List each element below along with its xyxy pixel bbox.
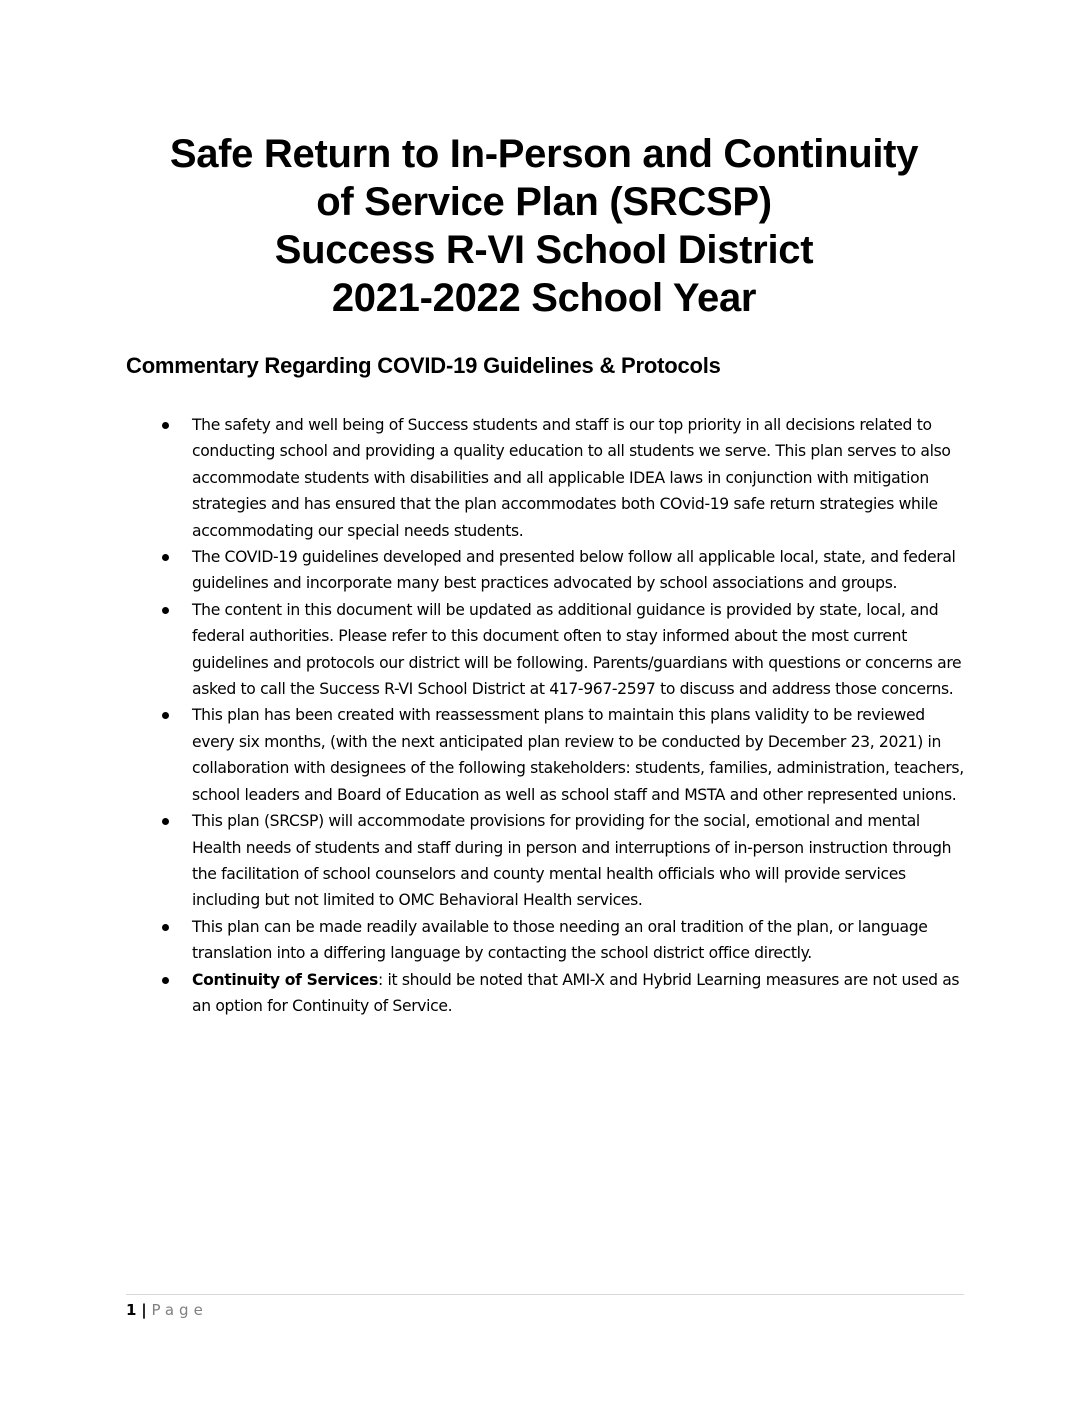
bullet-dot-icon	[162, 924, 169, 931]
bullet-dot-icon	[162, 977, 169, 984]
bullet-text: : it should be noted that AMI-X and Hybrid Learning measures are not used as an option for Continuity of Service.	[192, 970, 960, 1015]
bullet-text: This plan (SRCSP) will accommodate provisions for providing for the social, emotional and mental Health needs of students and staff during in person and interruptions of in-person instruction through the facilitation of school counselors and county mental health officials who will provide services including but not limited to OMC Behavioral Health services.	[192, 812, 952, 910]
title-line-3: Success R-VI School District	[274, 228, 814, 272]
bullet-item-mental-health	[192, 808, 964, 914]
guideline-bullet-list	[192, 412, 964, 1019]
bullet-text: The COVID-19 guidelines developed and presented below follow all applicable local, state, and federal guidelines and incorporate many best practices advocated by school associations and groups.	[192, 548, 956, 593]
bullet-text: This plan can be made readily available to those needing an oral tradition of the plan, or language translation into a differing language by contacting the school district office directly.	[192, 917, 928, 963]
bullet-item-updates	[192, 597, 964, 703]
page-footer	[126, 1299, 208, 1321]
bullet-item-continuity	[192, 967, 964, 1020]
bullet-item-guidelines	[192, 544, 964, 597]
bullet-item-availability	[192, 914, 964, 967]
bullet-dot-icon	[162, 712, 169, 719]
bullet-dot-icon	[162, 422, 169, 429]
bullet-lead: Continuity of Services	[192, 970, 378, 989]
bullet-dot-icon	[162, 607, 169, 614]
document-title	[0, 130, 1088, 322]
bullet-dot-icon	[162, 818, 169, 825]
footer-separator: |	[141, 1301, 147, 1319]
bullet-dot-icon	[162, 554, 169, 561]
bullet-item-safety	[192, 412, 964, 544]
footer-divider	[126, 1294, 964, 1295]
bullet-item-reassessment	[192, 702, 964, 808]
bullet-text: The content in this document will be updated as additional guidance is provided by state, local, and federal authorities. Please refer to this document often to stay informed about the most current guidelines and protocols our district will be following. Parents/guardians with questions or concerns are asked to call the Success R-VI School District at 417-967-2597 to discuss and address those concerns.	[192, 600, 962, 699]
title-line-2: of Service Plan (SRCSP)	[316, 180, 772, 224]
title-line-1: Safe Return to In-Person and Continuity	[169, 132, 919, 176]
page-number: 1	[126, 1301, 137, 1319]
section-heading: Commentary Regarding COVID-19 Guidelines & Protocols	[126, 353, 721, 378]
bullet-text: This plan has been created with reassessment plans to maintain this plans validity to be reviewed every six months, (with the next anticipated plan review to be conducted by December 23, 2021) in collaboration with designees of the following stakeholders: students, families, administration, teachers, school leaders and Board of Education as well as school staff and MSTA and other represented unions.	[192, 706, 964, 804]
title-line-4: 2021-2022 School Year	[331, 276, 757, 320]
page-label: Page	[151, 1301, 208, 1319]
bullet-text: The safety and well being of Success students and staff is our top priority in all decisions related to conducting school and providing a quality education to all students we serve. This plan serves to also accommodate students with disabilities and all applicable IDEA laws in conjunction with mitigation strategies and has ensured that the plan accommodates both COvid-19 safe return strategies while accommodating our special needs students.	[192, 416, 951, 540]
